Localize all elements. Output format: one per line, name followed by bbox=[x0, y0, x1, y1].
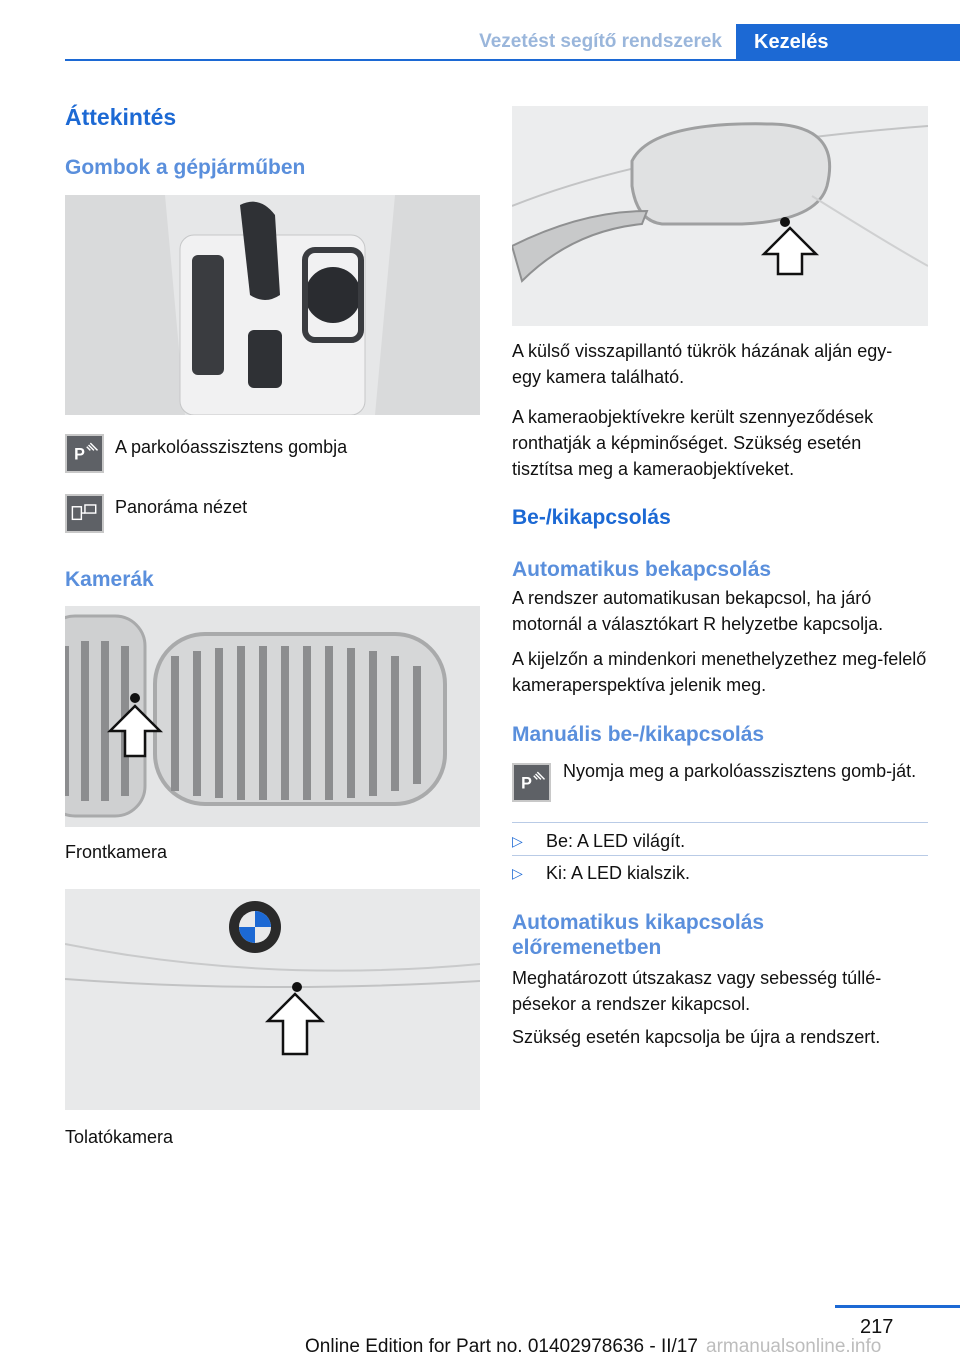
list-separator bbox=[512, 855, 928, 856]
auto-on-text-1: A rendszer automatikusan bekapcsol, ha járó motornál a választókart R helyzetbe kapcsolja. bbox=[512, 588, 884, 634]
auto-off-heading: Automatikus kikapcsolás előremenetben bbox=[512, 911, 765, 959]
svg-text:P: P bbox=[74, 445, 85, 464]
auto-off-text-2: Szükség esetén kapcsolja be újra a rendszert. bbox=[512, 1027, 881, 1047]
lens-cleaning-text: A kameraobjektívekre került szennyeződések ronthatják a képminőséget. Szükség esetén tisztítsa meg a kameraobjektíveket. bbox=[512, 407, 874, 479]
svg-text:P: P bbox=[521, 774, 532, 793]
watermark: armanualsonline.info bbox=[706, 1336, 882, 1357]
manual-heading: Manuális be-/kikapcsolás bbox=[512, 723, 765, 746]
side-mirror-camera-image bbox=[512, 106, 928, 326]
footer-rule bbox=[835, 1305, 960, 1308]
auto-on-heading: Automatikus bekapcsolás bbox=[512, 558, 772, 581]
rear-camera-image bbox=[65, 889, 480, 1110]
cameras-heading: Kamerák bbox=[65, 568, 154, 591]
mirror-camera-text: A külső visszapillantó tükrök házának alján egy-egy kamera található. bbox=[512, 341, 893, 387]
buttons-heading: Gombok a gépjárműben bbox=[65, 156, 306, 179]
onoff-heading: Be-/kikapcsolás bbox=[512, 506, 671, 529]
bullet-icon: ▷ bbox=[512, 865, 523, 881]
auto-on-text-2: A kijelzőn a mindenkori menethelyzethez meg-felelő kameraperspektíva jelenik meg. bbox=[512, 649, 927, 695]
breadcrumb: Vezetést segítő rendszerek bbox=[479, 31, 722, 52]
header-rule bbox=[65, 59, 736, 61]
front-camera-image bbox=[65, 606, 480, 827]
panorama-view-label: Panoráma nézet bbox=[115, 497, 248, 517]
rear-camera-caption: Tolatókamera bbox=[65, 1127, 174, 1147]
bullet-item: Ki: A LED kialszik. bbox=[546, 863, 691, 883]
parking-assistant-icon bbox=[512, 763, 551, 802]
page-number: 217 bbox=[860, 1316, 894, 1338]
auto-off-text-1: Meghatározott útszakasz vagy sebesség túllé-pésekor a rendszer kikapcsol. bbox=[512, 968, 882, 1014]
parking-assistant-icon bbox=[65, 434, 104, 473]
section-tab: Kezelés bbox=[736, 24, 960, 61]
panorama-view-icon bbox=[65, 494, 104, 533]
page-title: Áttekintés bbox=[65, 104, 177, 130]
manual-text: Nyomja meg a parkolóasszisztens gomb-ját. bbox=[563, 761, 917, 781]
parking-assistant-label: A parkolóasszisztens gombja bbox=[115, 437, 348, 457]
list-separator bbox=[512, 822, 928, 823]
bullet-icon: ▷ bbox=[512, 833, 523, 849]
edition-note: Online Edition for Part no. 01402978636 - II/17 bbox=[305, 1336, 698, 1357]
bullet-item: Be: A LED világít. bbox=[546, 831, 686, 851]
front-camera-caption: Frontkamera bbox=[65, 842, 168, 862]
center-console-image bbox=[65, 195, 480, 415]
